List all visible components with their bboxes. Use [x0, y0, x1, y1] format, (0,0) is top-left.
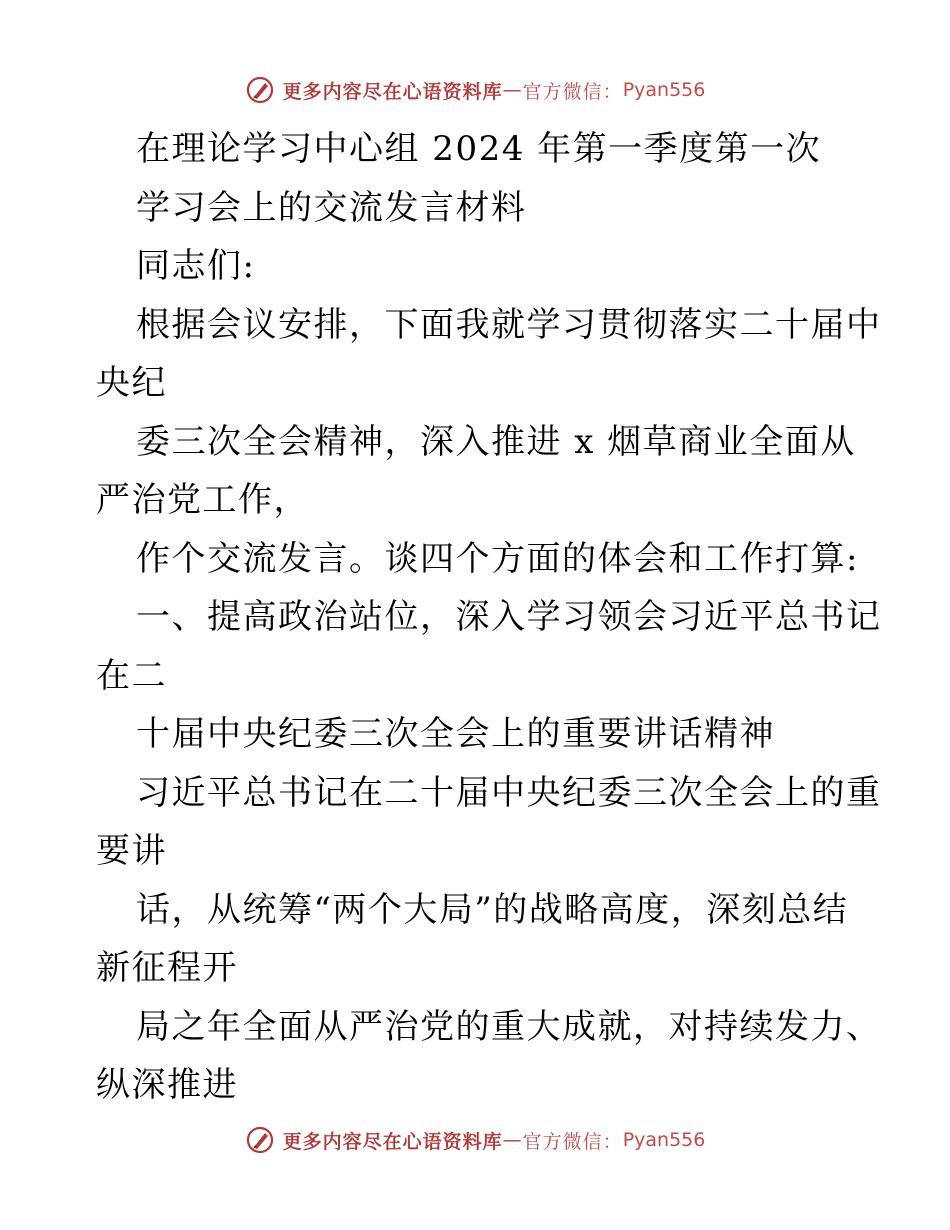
pen-quill-circle-icon — [245, 75, 275, 105]
document-text-line: 话，从统筹“两个大局”的战略高度，深刻总结 — [136, 889, 849, 930]
document-body — [96, 120, 882, 1115]
document-text-line: 十届中央纪委三次全会上的重要讲话精神 — [136, 714, 775, 754]
watermark-header — [0, 70, 950, 110]
document-text-line: 纵深推进 — [96, 1065, 238, 1105]
watermark-main-text: 更多内容尽在心语资料库 — [282, 1130, 503, 1153]
document-text-line: 严治党工作， — [96, 480, 309, 520]
pen-quill-circle-icon — [245, 1125, 275, 1155]
watermark-dash: — — [502, 1129, 523, 1151]
document-title-line: 学习会上的交流发言材料 — [136, 187, 527, 228]
document-title-line: 在理论学习中心组 2024 年第一季度第一次 — [136, 129, 822, 169]
watermark-footer — [0, 1120, 950, 1160]
watermark-wechat-id: Pyan556 — [622, 1129, 706, 1151]
document-text-line: 要讲 — [96, 831, 167, 871]
watermark-sub-text: 官方微信： — [522, 80, 623, 103]
document-text-line: 局之年全面从严治党的重大成就，对持续发力、 — [136, 1006, 882, 1047]
document-text-line: 根据会议安排，下面我就学习贯彻落实二十届中 — [136, 304, 882, 345]
document-text-line: 作个交流发言。谈四个方面的体会和工作打算: — [136, 538, 859, 579]
watermark-main-text: 更多内容尽在心语资料库 — [282, 80, 503, 103]
document-text-line: 同志们: — [136, 246, 256, 286]
watermark-wechat-id: Pyan556 — [622, 79, 706, 101]
document-text-line: 委三次全会精神，深入推进 x 烟草商业全面从 — [136, 421, 856, 462]
document-text-line: 新征程开 — [96, 948, 238, 988]
document-text-line: 央纪 — [96, 363, 167, 403]
document-text-line: 在二 — [96, 655, 167, 696]
watermark-dash: — — [502, 79, 523, 101]
document-text-line: 习近平总书记在二十届中央纪委三次全会上的重 — [136, 772, 882, 813]
watermark-sub-text: 官方微信： — [522, 1130, 623, 1153]
document-text-line: 一、提高政治站位，深入学习领会习近平总书记 — [136, 597, 882, 637]
